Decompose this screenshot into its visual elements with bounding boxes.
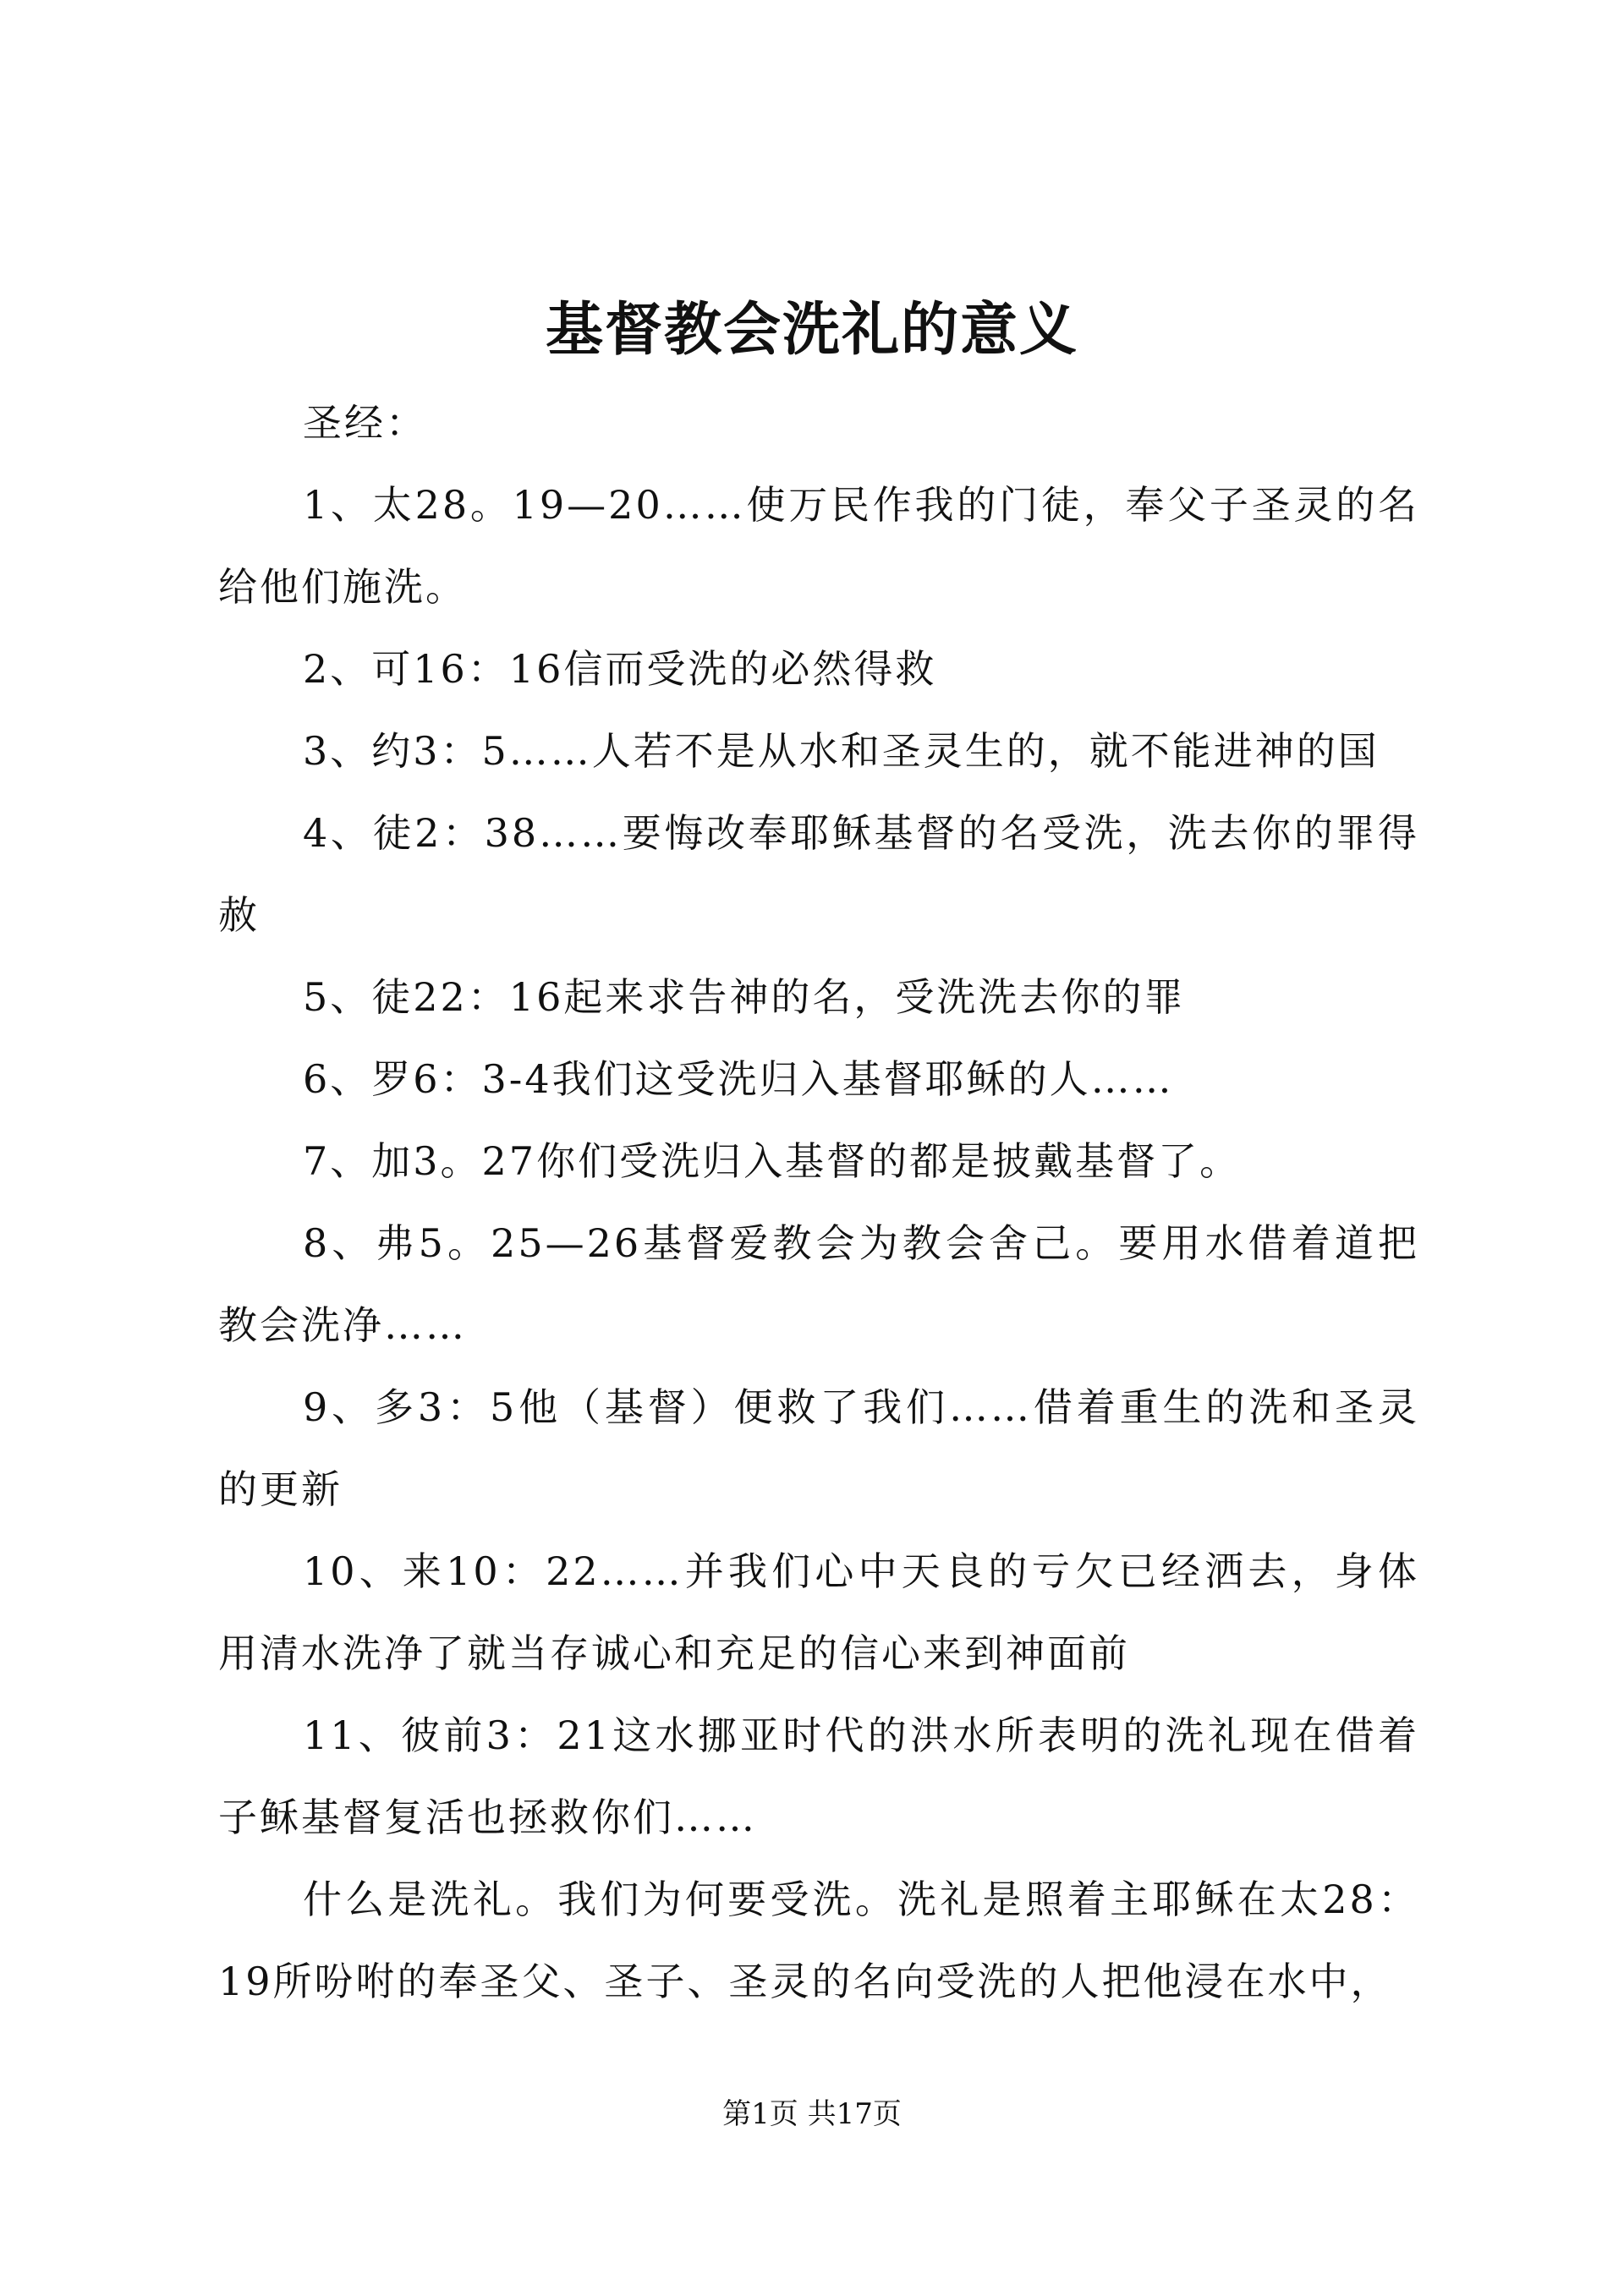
paragraph: 9、多3：5他（基督）便救了我们……借着重生的洗和圣灵的更新 [218,1384,1419,1512]
paragraph: 10、来10：22……并我们心中天良的亏欠已经洒去，身体用清水洗净了就当存诚心和充足的信心来到神面前 [218,1548,1419,1676]
document-title: 基督教会洗礼的意义 [545,296,1078,364]
paragraph: 11、彼前3：21这水挪亚时代的洪水所表明的洗礼现在借着子稣基督复活也拯救你们…… [218,1712,1419,1840]
paragraph: 7、加3。27你们受洗归入基督的都是披戴基督了。 [303,1138,1242,1184]
paragraph: 4、徒2：38……要悔改奉耶稣基督的名受洗，洗去你的罪得赦 [218,810,1419,938]
paragraph: 1、太28。19—20……使万民作我的门徒，奉父子圣灵的名给他们施洗。 [218,482,1419,610]
paragraph: 3、约3：5……人若不是从水和圣灵生的，就不能进神的国 [303,728,1380,774]
document-body [218,382,1419,2023]
paragraph: 6、罗6：3-4我们这受洗归入基督耶稣的人…… [303,1056,1174,1102]
paragraph: 5、徒22：16起来求告神的名，受洗洗去你的罪 [303,974,1186,1020]
paragraph: 圣经： [303,400,427,446]
paragraph: 8、弗5。25—26基督爱教会为教会舍己。要用水借着道把教会洗净…… [218,1220,1419,1348]
page-footer: 第1页 共17页 [722,2097,902,2131]
paragraph: 什么是洗礼。我们为何要受洗。洗礼是照着主耶稣在太28：19所吩咐的奉圣父、圣子、圣灵的名向受洗的人把他浸在水中， [218,1877,1419,2004]
paragraph: 2、可16：16信而受洗的必然得救 [303,646,937,692]
